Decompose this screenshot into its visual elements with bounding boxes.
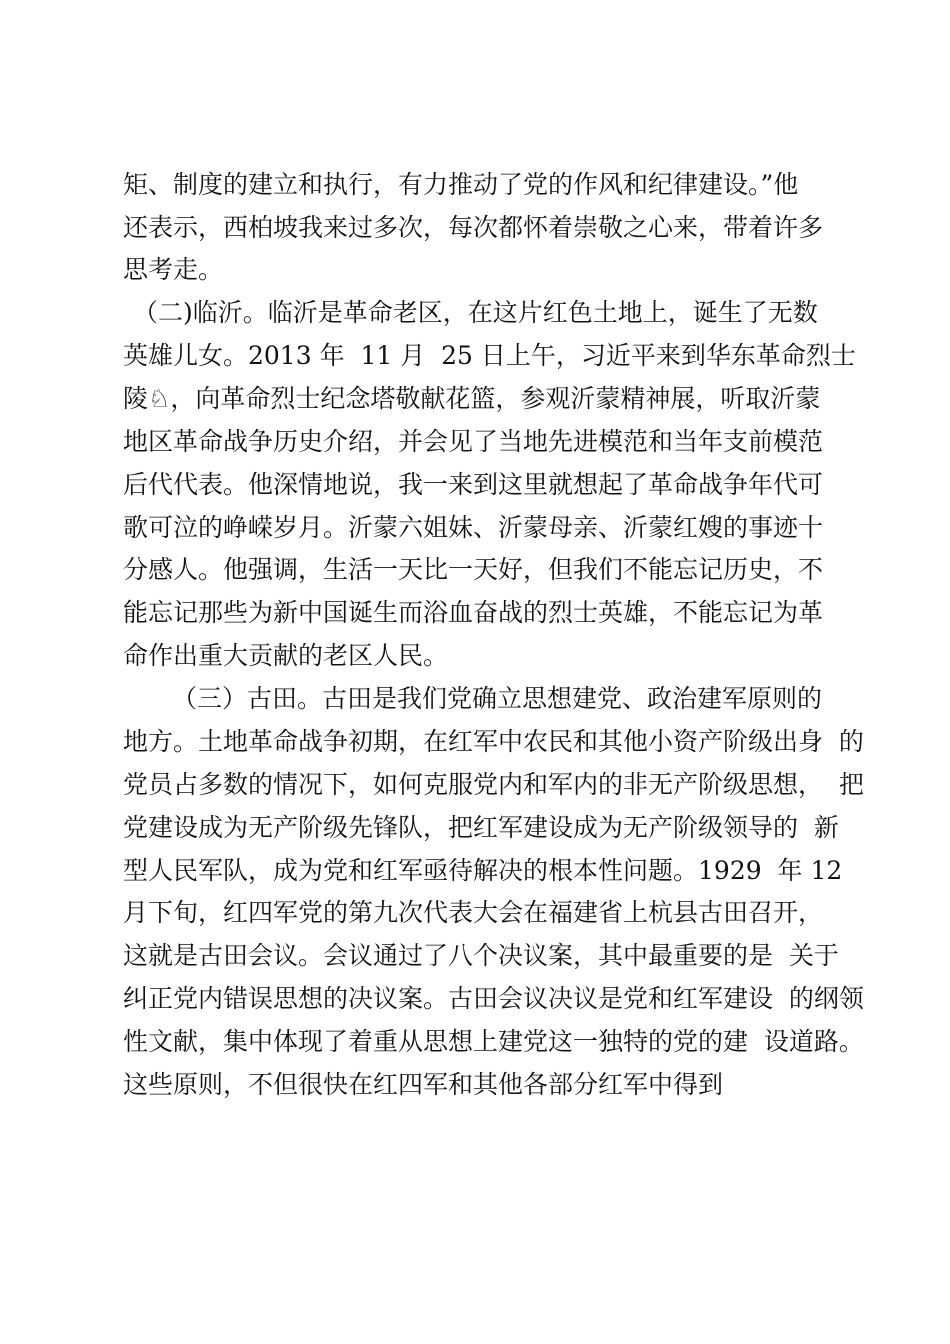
text-line: 能忘记那些为新中国诞生而浴血奋战的烈士英雄，不能忘记为革 [123,598,824,627]
text-line: 月下旬，红四军党的第九次代表大会在福建省上杭县古田召开， [123,898,824,927]
text-line: 性文献，集中体现了着重从思想上建党这一独特的党的建 设道路。 [123,1027,864,1056]
text-line: （二)临沂。临沂是革命老区，在这片红色土地上，诞生了无数 [133,298,818,327]
text-line: 党员占多数的情况下，如何克服党内和军内的非无产阶级思想， 把 [123,770,864,799]
text-line: 地方。土地革命战争初期，在红军中农民和其他小资产阶级出身 的 [123,727,864,756]
text-line: 纠正党内错误思想的决议案。古田会议决议是党和红军建设 的纲领 [123,984,864,1013]
text-line: 这就是古田会议。会议通过了八个决议案，其中最重要的是 关于 [123,941,839,970]
text-line: 陵♘，向革命烈士纪念塔敬献花篮，参观沂蒙精神展，听取沂蒙 [123,384,821,413]
text-line: 矩、制度的建立和执行，有力推动了党的作风和纪律建设。”他 [123,170,799,199]
text-line: 后代代表。他深情地说，我一来到这里就想起了革命战争年代可 [123,470,824,499]
text-line: 英雄儿女。2013 年 11 月 25 日上午，习近平来到华东革命烈士 [123,341,856,370]
text-line: 分感人。他强调，生活一天比一天好，但我们不能忘记历史，不 [123,555,824,584]
text-line: 还表示，西柏坡我来过多次，每次都怀着崇敬之心来，带着许多 [123,213,824,242]
text-line: 地区革命战争历史介绍，并会见了当地先进模范和当年支前模范 [123,427,824,456]
text-line: 这些原则，不但很快在红四军和其他各部分红军中得到 [123,1070,724,1099]
text-line: 命作出重大贡献的老区人民。 [123,641,449,670]
text-line: 歌可泣的峥嵘岁月。沂蒙六姐妹、沂蒙母亲、沂蒙红嫂的事迹十 [123,513,824,542]
text-line: 型人民军队，成为党和红军亟待解决的根本性问题。1929 年 12 [123,856,843,885]
text-line: 党建设成为无产阶级先锋队，把红军建设成为无产阶级领导的 新 [123,813,839,842]
text-line: 思考走。 [123,255,224,284]
text-line: （三）古田。古田是我们党确立思想建党、政治建军原则的 [172,684,823,713]
